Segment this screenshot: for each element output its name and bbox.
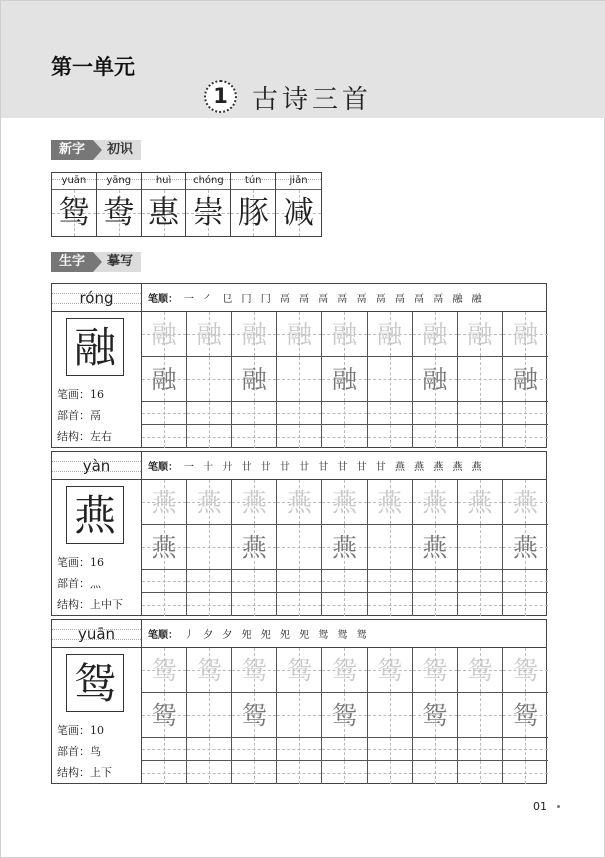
writing-cell[interactable] — [187, 525, 232, 570]
structure-info — [57, 428, 112, 444]
writing-cell[interactable] — [142, 480, 187, 525]
practice-tag-main: 生字 — [51, 252, 93, 272]
model-char: 鸳 — [331, 701, 357, 730]
new-char-cell — [97, 173, 142, 236]
writing-cell[interactable] — [277, 570, 322, 593]
writing-cell[interactable] — [413, 312, 458, 357]
writing-cell[interactable] — [413, 593, 458, 616]
structure-label: 结构： — [57, 598, 90, 611]
trace-char: 燕 — [151, 488, 177, 517]
writing-cell[interactable] — [368, 648, 413, 693]
radical-value: 鬲 — [90, 409, 101, 422]
writing-cell[interactable] — [142, 648, 187, 693]
new-char-pinyin-text: tún — [244, 175, 262, 186]
writing-cell[interactable] — [142, 693, 187, 738]
writing-cell[interactable] — [277, 738, 322, 761]
writing-cell[interactable] — [413, 648, 458, 693]
trace-char: 燕 — [377, 488, 403, 517]
new-char-pinyin — [97, 173, 141, 190]
writing-cell[interactable] — [187, 738, 232, 761]
writing-cell[interactable] — [503, 312, 548, 357]
radical-label: 部首： — [57, 409, 90, 422]
new-char-box — [186, 190, 230, 236]
trace-char: 燕 — [196, 488, 222, 517]
writing-cell[interactable] — [368, 593, 413, 616]
new-char-pinyin-text: chóng — [193, 175, 224, 186]
writing-cell[interactable] — [368, 570, 413, 593]
writing-cell[interactable] — [277, 402, 322, 425]
char-pinyin-box — [52, 620, 142, 648]
writing-cell[interactable] — [277, 693, 322, 738]
writing-cell[interactable] — [322, 570, 367, 593]
writing-cell[interactable] — [277, 648, 322, 693]
model-char: 燕 — [422, 533, 448, 562]
trace-char: 鸳 — [331, 656, 357, 685]
char-pinyin: yàn — [82, 457, 111, 475]
char-info-panel — [52, 312, 142, 447]
writing-cell[interactable] — [232, 648, 277, 693]
model-char: 燕 — [151, 533, 177, 562]
big-char: 鸳 — [66, 654, 124, 712]
trace-char: 融 — [422, 320, 448, 349]
trace-char: 融 — [151, 320, 177, 349]
radical-info — [57, 743, 101, 759]
writing-cell[interactable] — [368, 312, 413, 357]
stroke-count-value: 10 — [90, 724, 104, 737]
writing-cell[interactable] — [368, 525, 413, 570]
writing-cell[interactable] — [503, 738, 548, 761]
writing-cell[interactable] — [322, 312, 367, 357]
trace-char: 融 — [331, 320, 357, 349]
writing-grid — [142, 312, 546, 447]
writing-cell[interactable] — [322, 425, 367, 448]
writing-cell[interactable] — [232, 312, 277, 357]
writing-cell[interactable] — [368, 693, 413, 738]
stroke-order-row — [142, 452, 546, 480]
writing-cell[interactable] — [232, 357, 277, 402]
new-char-cell — [52, 173, 97, 236]
char-pinyin-box — [52, 452, 142, 480]
stroke-order-label: 笔顺： — [148, 462, 178, 473]
writing-cell[interactable] — [232, 593, 277, 616]
trace-char: 鸳 — [512, 656, 538, 685]
stroke-order-label: 笔顺： — [148, 630, 178, 641]
trace-char: 鸳 — [286, 656, 312, 685]
model-char: 融 — [151, 365, 177, 394]
char-info-panel — [52, 480, 142, 615]
writing-grid — [142, 480, 546, 615]
writing-cell[interactable] — [232, 525, 277, 570]
writing-cell[interactable] — [458, 357, 503, 402]
writing-cell[interactable] — [232, 480, 277, 525]
stroke-count-label: 笔画： — [57, 556, 90, 569]
stroke-order-row — [142, 620, 546, 648]
writing-cell[interactable] — [413, 525, 458, 570]
new-char-box — [97, 190, 141, 236]
writing-cell[interactable] — [503, 425, 548, 448]
stroke-order-sequence: 丿 夕 夕 夗 夗 夗 夗 鸳 鸳 鸳 — [184, 630, 370, 641]
writing-cell[interactable] — [503, 761, 548, 784]
trace-char: 燕 — [286, 488, 312, 517]
stroke-count-label: 笔画： — [57, 724, 90, 737]
trace-char: 鸳 — [151, 656, 177, 685]
writing-cell[interactable] — [277, 357, 322, 402]
trace-char: 燕 — [467, 488, 493, 517]
writing-cell[interactable] — [187, 761, 232, 784]
stroke-count-info — [57, 386, 104, 402]
structure-label: 结构： — [57, 430, 90, 443]
writing-cell[interactable] — [503, 525, 548, 570]
writing-cell[interactable] — [368, 425, 413, 448]
new-char-glyph: 鸳 — [58, 195, 90, 231]
writing-cell[interactable] — [142, 357, 187, 402]
writing-cell[interactable] — [277, 593, 322, 616]
writing-cell[interactable] — [277, 425, 322, 448]
model-char: 鸳 — [422, 701, 448, 730]
char-info-panel — [52, 648, 142, 783]
writing-cell[interactable] — [187, 357, 232, 402]
writing-cell[interactable] — [277, 525, 322, 570]
trace-char: 鸳 — [241, 656, 267, 685]
new-char-cell — [186, 173, 231, 236]
new-char-pinyin-text: yāng — [106, 175, 132, 186]
new-char-glyph: 崇 — [192, 195, 224, 231]
new-char-cell — [276, 173, 321, 236]
writing-cell[interactable] — [503, 593, 548, 616]
writing-cell[interactable] — [322, 525, 367, 570]
new-char-cell — [142, 173, 187, 236]
radical-info — [57, 407, 101, 423]
new-chars-tag-sub: 初识 — [93, 140, 141, 160]
big-char: 融 — [66, 318, 124, 376]
new-char-glyph: 减 — [283, 195, 315, 231]
writing-cell[interactable] — [503, 357, 548, 402]
stroke-count-value: 16 — [90, 388, 104, 401]
radical-label: 部首： — [57, 577, 90, 590]
writing-cell[interactable] — [232, 761, 277, 784]
trace-char: 燕 — [512, 488, 538, 517]
writing-cell[interactable] — [322, 761, 367, 784]
new-char-pinyin — [186, 173, 230, 190]
writing-cell[interactable] — [187, 312, 232, 357]
writing-cell[interactable] — [322, 648, 367, 693]
writing-cell[interactable] — [413, 357, 458, 402]
writing-cell[interactable] — [187, 425, 232, 448]
writing-cell[interactable] — [322, 738, 367, 761]
page-dot — [557, 805, 560, 808]
new-char-pinyin-text: yuān — [61, 175, 87, 186]
writing-cell[interactable] — [503, 402, 548, 425]
trace-char: 燕 — [422, 488, 448, 517]
writing-cell[interactable] — [277, 761, 322, 784]
model-char: 鸳 — [241, 701, 267, 730]
trace-char: 融 — [512, 320, 538, 349]
writing-cell[interactable] — [458, 570, 503, 593]
structure-value: 上下 — [90, 766, 112, 779]
stroke-count-label: 笔画： — [57, 388, 90, 401]
new-char-box — [231, 190, 275, 236]
writing-cell[interactable] — [142, 593, 187, 616]
char-pinyin: yuān — [77, 625, 116, 643]
model-char: 燕 — [241, 533, 267, 562]
stroke-order-sequence: 一 十 廾 廿 廿 廿 廿 甘 甘 甘 甘 燕 燕 燕 燕 燕 — [184, 462, 485, 473]
structure-value: 左右 — [90, 430, 112, 443]
writing-cell[interactable] — [322, 480, 367, 525]
writing-cell[interactable] — [232, 693, 277, 738]
new-chars-tag-main: 新字 — [51, 140, 93, 160]
writing-cell[interactable] — [413, 480, 458, 525]
writing-cell[interactable] — [187, 402, 232, 425]
writing-cell[interactable] — [413, 425, 458, 448]
writing-cell[interactable] — [503, 570, 548, 593]
writing-cell[interactable] — [368, 357, 413, 402]
writing-cell[interactable] — [322, 693, 367, 738]
model-char: 融 — [241, 365, 267, 394]
writing-cell[interactable] — [187, 593, 232, 616]
lesson-number: 1 — [204, 80, 237, 113]
writing-cell[interactable] — [413, 402, 458, 425]
model-char: 融 — [422, 365, 448, 394]
writing-cell[interactable] — [187, 480, 232, 525]
writing-cell[interactable] — [413, 570, 458, 593]
stroke-count-info — [57, 554, 104, 570]
new-char-pinyin-text: huì — [155, 175, 172, 186]
unit-title: 第一单元 — [51, 55, 135, 79]
big-char: 燕 — [66, 486, 124, 544]
trace-char: 融 — [196, 320, 222, 349]
writing-cell[interactable] — [187, 693, 232, 738]
char-pinyin-box — [52, 284, 142, 312]
trace-char: 融 — [286, 320, 312, 349]
new-chars-tag — [51, 140, 141, 160]
model-char: 融 — [512, 365, 538, 394]
writing-cell[interactable] — [232, 738, 277, 761]
writing-cell[interactable] — [322, 593, 367, 616]
radical-value: 灬 — [90, 577, 101, 590]
writing-cell[interactable] — [368, 738, 413, 761]
writing-cell[interactable] — [413, 693, 458, 738]
writing-cell[interactable] — [368, 402, 413, 425]
new-char-glyph: 鸯 — [103, 195, 135, 231]
writing-cell[interactable] — [458, 402, 503, 425]
structure-info — [57, 596, 123, 612]
writing-cell[interactable] — [142, 425, 187, 448]
page-number: 01 — [533, 800, 547, 813]
new-char-pinyin — [231, 173, 275, 190]
model-char: 燕 — [331, 533, 357, 562]
stroke-order-label: 笔顺： — [148, 294, 178, 305]
writing-cell[interactable] — [458, 738, 503, 761]
new-char-cell — [231, 173, 276, 236]
writing-cell[interactable] — [458, 761, 503, 784]
radical-info — [57, 575, 101, 591]
new-char-pinyin-text: jiǎn — [289, 175, 308, 186]
model-char: 融 — [331, 365, 357, 394]
new-char-pinyin — [52, 173, 96, 190]
stroke-order-sequence: 一 ㇒ 㔾 冂 冂 鬲 鬲 鬲 鬲 鬲 鬲 鬲 鬲 鬲 融 融 — [184, 294, 485, 305]
lesson-title: 古诗三首 — [252, 85, 373, 115]
writing-cell[interactable] — [413, 761, 458, 784]
model-char: 鸳 — [512, 701, 538, 730]
radical-label: 部首： — [57, 745, 90, 758]
writing-cell[interactable] — [322, 357, 367, 402]
trace-char: 融 — [467, 320, 493, 349]
model-char: 鸳 — [151, 701, 177, 730]
writing-cell[interactable] — [187, 648, 232, 693]
writing-cell[interactable] — [187, 570, 232, 593]
practice-block — [51, 619, 547, 784]
writing-cell[interactable] — [322, 402, 367, 425]
radical-value: 鸟 — [90, 745, 101, 758]
structure-label: 结构： — [57, 766, 90, 779]
writing-cell[interactable] — [277, 480, 322, 525]
writing-cell[interactable] — [232, 425, 277, 448]
char-pinyin: róng — [79, 289, 114, 307]
new-char-box — [142, 190, 186, 236]
writing-cell[interactable] — [458, 525, 503, 570]
writing-cell[interactable] — [503, 693, 548, 738]
new-char-box — [276, 190, 321, 236]
practice-tag — [51, 252, 141, 272]
practice-block — [51, 451, 547, 616]
new-char-glyph: 惠 — [148, 195, 180, 231]
writing-cell[interactable] — [503, 648, 548, 693]
new-chars-table — [51, 172, 322, 237]
writing-cell[interactable] — [413, 738, 458, 761]
writing-cell[interactable] — [368, 761, 413, 784]
stroke-count-info — [57, 722, 104, 738]
writing-cell[interactable] — [458, 593, 503, 616]
new-char-box — [52, 190, 96, 236]
writing-cell[interactable] — [142, 312, 187, 357]
structure-value: 上中下 — [90, 598, 123, 611]
writing-grid — [142, 648, 546, 783]
trace-char: 燕 — [241, 488, 267, 517]
writing-cell[interactable] — [142, 570, 187, 593]
structure-info — [57, 764, 112, 780]
trace-char: 融 — [241, 320, 267, 349]
writing-cell[interactable] — [142, 738, 187, 761]
trace-char: 鸳 — [196, 656, 222, 685]
model-char: 燕 — [512, 533, 538, 562]
trace-char: 鸳 — [422, 656, 448, 685]
stroke-count-value: 16 — [90, 556, 104, 569]
new-char-pinyin — [142, 173, 186, 190]
writing-cell[interactable] — [277, 312, 322, 357]
writing-cell[interactable] — [232, 402, 277, 425]
writing-cell[interactable] — [142, 402, 187, 425]
writing-cell[interactable] — [503, 480, 548, 525]
writing-cell[interactable] — [458, 693, 503, 738]
trace-char: 融 — [377, 320, 403, 349]
stroke-order-row — [142, 284, 546, 312]
practice-block — [51, 283, 547, 448]
practice-tag-sub: 摹写 — [93, 252, 141, 272]
writing-cell[interactable] — [458, 648, 503, 693]
writing-cell[interactable] — [142, 525, 187, 570]
writing-cell[interactable] — [458, 312, 503, 357]
trace-char: 燕 — [331, 488, 357, 517]
writing-cell[interactable] — [458, 480, 503, 525]
new-char-glyph: 豚 — [237, 195, 269, 231]
writing-cell[interactable] — [142, 761, 187, 784]
trace-char: 鸳 — [467, 656, 493, 685]
new-char-pinyin — [276, 173, 321, 190]
writing-cell[interactable] — [368, 480, 413, 525]
writing-cell[interactable] — [458, 425, 503, 448]
trace-char: 鸳 — [377, 656, 403, 685]
writing-cell[interactable] — [232, 570, 277, 593]
